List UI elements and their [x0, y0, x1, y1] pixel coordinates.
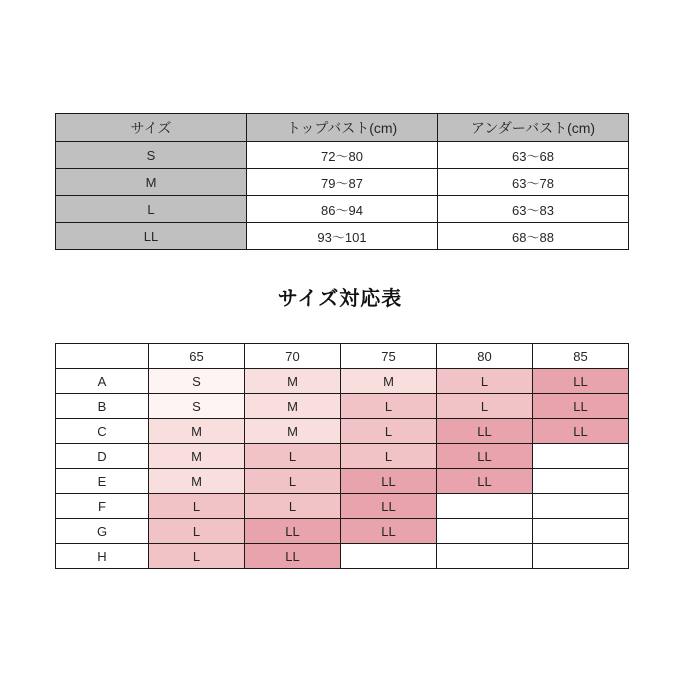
size-value-cell: L	[245, 494, 341, 519]
top-bust-cell: 86〜94	[247, 196, 438, 223]
size-value-cell: M	[245, 419, 341, 444]
page-title: サイズ対応表	[277, 288, 403, 310]
size-value-cell: LL	[437, 444, 533, 469]
under-bust-cell: 63〜78	[438, 169, 629, 196]
size-label-cell: M	[56, 169, 247, 196]
cup-label-cell: G	[56, 519, 149, 544]
size-value-cell: L	[149, 494, 245, 519]
size-spec-header-cell: トップバスト(cm)	[247, 114, 438, 142]
cup-label-cell: D	[56, 444, 149, 469]
correspondence-row	[56, 469, 629, 494]
size-correspondence-table-head	[56, 344, 629, 369]
underbust-size-header-cell: 85	[533, 344, 629, 369]
correspondence-row	[56, 544, 629, 569]
size-value-cell	[533, 444, 629, 469]
under-bust-cell: 68〜88	[438, 223, 629, 250]
cup-label-cell: F	[56, 494, 149, 519]
size-value-cell: M	[245, 394, 341, 419]
size-value-cell: LL	[341, 494, 437, 519]
size-value-cell: LL	[533, 394, 629, 419]
size-value-cell: L	[149, 544, 245, 569]
cup-label-cell: C	[56, 419, 149, 444]
size-spec-table	[55, 113, 629, 250]
size-spec-table-body	[56, 142, 629, 250]
size-value-cell: LL	[533, 369, 629, 394]
size-value-cell: LL	[437, 419, 533, 444]
top-bust-cell: 72〜80	[247, 142, 438, 169]
underbust-size-header-cell	[56, 344, 149, 369]
size-value-cell: S	[149, 394, 245, 419]
size-value-cell: L	[437, 369, 533, 394]
size-value-cell	[533, 469, 629, 494]
correspondence-row	[56, 444, 629, 469]
size-value-cell: S	[149, 369, 245, 394]
cup-label-cell: A	[56, 369, 149, 394]
size-value-cell: LL	[341, 519, 437, 544]
size-spec-table-head	[56, 114, 629, 142]
size-spec-row	[56, 142, 629, 169]
size-label-cell: L	[56, 196, 247, 223]
cup-label-cell: E	[56, 469, 149, 494]
size-value-cell	[533, 519, 629, 544]
size-value-cell: LL	[245, 544, 341, 569]
size-value-cell: M	[149, 419, 245, 444]
cup-label-cell: H	[56, 544, 149, 569]
correspondence-header-row	[56, 344, 629, 369]
cup-label-cell: B	[56, 394, 149, 419]
correspondence-row	[56, 419, 629, 444]
size-value-cell: M	[341, 369, 437, 394]
size-value-cell: L	[341, 419, 437, 444]
size-value-cell: M	[149, 469, 245, 494]
size-value-cell	[437, 494, 533, 519]
size-value-cell: M	[245, 369, 341, 394]
size-spec-row	[56, 169, 629, 196]
underbust-size-header-cell: 70	[245, 344, 341, 369]
under-bust-cell: 63〜68	[438, 142, 629, 169]
size-spec-header-cell: サイズ	[56, 114, 247, 142]
size-value-cell	[341, 544, 437, 569]
underbust-size-header-cell: 75	[341, 344, 437, 369]
size-value-cell: M	[149, 444, 245, 469]
size-spec-row	[56, 223, 629, 250]
underbust-size-header-cell: 65	[149, 344, 245, 369]
size-label-cell: S	[56, 142, 247, 169]
correspondence-row	[56, 394, 629, 419]
size-value-cell	[437, 519, 533, 544]
size-value-cell: LL	[437, 469, 533, 494]
size-correspondence-table-body	[56, 369, 629, 569]
size-value-cell: L	[245, 444, 341, 469]
top-bust-cell: 93〜101	[247, 223, 438, 250]
size-spec-header-cell: アンダーバスト(cm)	[438, 114, 629, 142]
size-value-cell	[437, 544, 533, 569]
size-correspondence-table	[55, 343, 629, 569]
size-value-cell: L	[341, 444, 437, 469]
size-spec-row	[56, 196, 629, 223]
size-value-cell: LL	[245, 519, 341, 544]
size-value-cell: L	[437, 394, 533, 419]
size-value-cell	[533, 544, 629, 569]
under-bust-cell: 63〜83	[438, 196, 629, 223]
size-value-cell: L	[341, 394, 437, 419]
top-bust-cell: 79〜87	[247, 169, 438, 196]
correspondence-row	[56, 519, 629, 544]
underbust-size-header-cell: 80	[437, 344, 533, 369]
size-value-cell: LL	[533, 419, 629, 444]
correspondence-row	[56, 369, 629, 394]
correspondence-row	[56, 494, 629, 519]
size-label-cell: LL	[56, 223, 247, 250]
size-value-cell: L	[245, 469, 341, 494]
size-value-cell	[533, 494, 629, 519]
size-value-cell: L	[149, 519, 245, 544]
size-spec-header-row	[56, 114, 629, 142]
size-value-cell: LL	[341, 469, 437, 494]
